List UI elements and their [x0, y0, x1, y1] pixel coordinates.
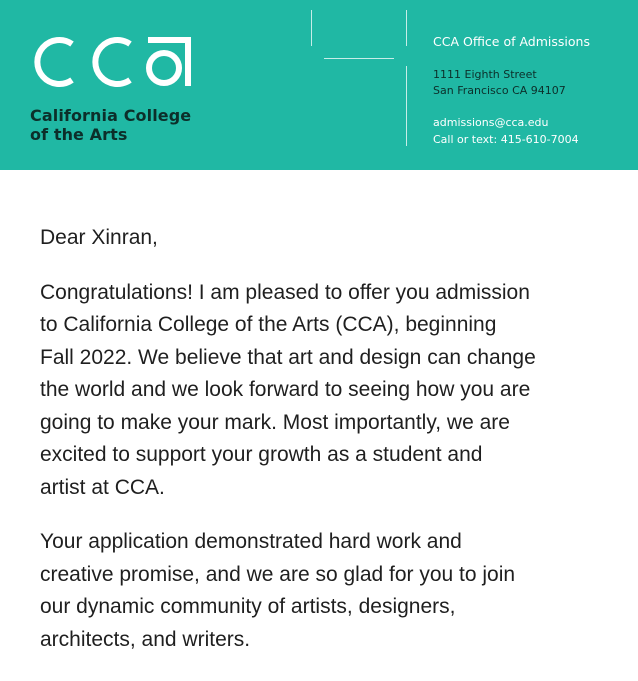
- office-contact: [433, 114, 579, 148]
- letter-line: Fall 2022. We believe that art and design can change: [40, 345, 536, 369]
- decorative-divider: [324, 58, 394, 59]
- contact-email[interactable]: admissions@cca.edu: [433, 116, 549, 129]
- college-name-line2: of the Arts: [30, 125, 128, 144]
- letter-line: excited to support your growth as a student and: [40, 443, 483, 466]
- letter-line: artist at CCA.: [40, 475, 165, 499]
- decorative-divider: [406, 66, 407, 146]
- letter-line: going to make your mark. Most importantly, we are: [40, 410, 510, 434]
- letter-line: Congratulations! I am pleased to offer you admission: [40, 280, 530, 304]
- office-title: CCA Office of Admissions: [433, 34, 590, 49]
- office-address: [433, 67, 566, 99]
- address-street: 1111 Eighth Street: [433, 68, 537, 81]
- letter-line: our dynamic community of artists, designers,: [40, 595, 456, 618]
- letter-line: Your application demonstrated hard work and: [40, 530, 462, 553]
- letter-body: [40, 222, 620, 678]
- decorative-divider: [406, 10, 407, 46]
- college-name-line1: California College: [30, 106, 192, 125]
- letter-greeting: Dear Xinran,: [40, 226, 158, 249]
- college-name: [30, 106, 191, 144]
- letter-paragraph-1: [40, 277, 620, 505]
- letter-line: the world and we look forward to seeing how you are: [40, 378, 531, 401]
- letter-line: creative promise, and we are so glad for you to join: [40, 562, 516, 586]
- letterhead-banner: [0, 0, 638, 170]
- contact-phone[interactable]: Call or text: 415-610-7004: [433, 133, 579, 146]
- letter-line: architects, and writers.: [40, 627, 251, 651]
- cca-logo: [30, 34, 200, 90]
- letter-line: to California College of the Arts (CCA), beginning: [40, 313, 497, 336]
- address-city: San Francisco CA 94107: [433, 84, 566, 97]
- decorative-divider: [311, 10, 312, 46]
- letter-paragraph-2: [40, 526, 620, 656]
